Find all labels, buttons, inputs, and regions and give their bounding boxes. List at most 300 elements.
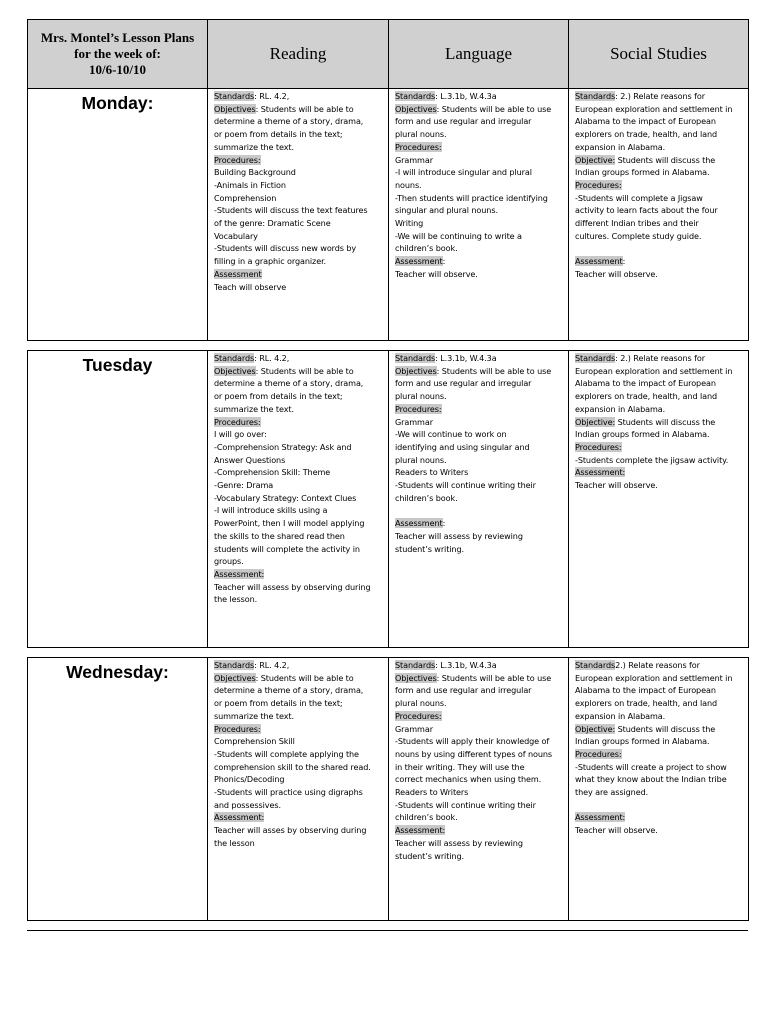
text-segment: -Students will create a project to show <box>575 761 727 772</box>
text-segment: Indian groups formed in Alabama. <box>575 167 710 178</box>
text-segment: and possessives. <box>214 799 281 810</box>
text-segment: Comprehension <box>214 192 277 203</box>
text-line <box>214 230 382 243</box>
text-line <box>214 242 382 255</box>
text-segment: cultures. Complete study guide. <box>575 230 702 241</box>
text-line <box>214 466 382 479</box>
text-segment: summarize the text. <box>214 141 294 152</box>
section-label: Objectives <box>214 103 256 114</box>
text-line <box>395 365 562 378</box>
section-label: Standards <box>214 660 255 670</box>
text-segment: Teacher will asses by observing during <box>214 825 367 836</box>
text-segment: explorers on trade, health, and land <box>575 129 718 140</box>
text-segment: Teacher will observe. <box>575 480 658 491</box>
text-line <box>214 217 382 230</box>
section-label: Objectives <box>214 365 256 376</box>
text-segment: -Comprehension Skill: Theme <box>214 467 331 478</box>
text-line <box>214 697 382 710</box>
section-label: Standards <box>214 353 255 363</box>
text-segment: Teacher will observe. <box>575 825 658 836</box>
text-segment: student’s writing. <box>395 850 464 861</box>
text-line <box>575 799 742 812</box>
text-segment: Readers to Writers <box>395 467 469 478</box>
section-label: Objectives <box>395 672 437 683</box>
reading-cell <box>208 89 389 341</box>
section-label: Objective: <box>575 416 616 427</box>
text-segment: summarize the text. <box>214 710 294 721</box>
text-line <box>575 748 742 761</box>
text-segment: the lesson <box>214 837 255 848</box>
text-line <box>214 672 382 685</box>
text-line <box>395 217 562 230</box>
text-segment: they are assigned. <box>575 787 649 798</box>
text-line <box>575 217 742 230</box>
section-label: Standards <box>395 91 436 101</box>
section-label: Assessment <box>575 256 623 267</box>
text-segment: Alabama to the impact of European <box>575 116 716 127</box>
text-segment: correct mechanics when using them. <box>395 774 542 785</box>
text-line <box>575 697 742 710</box>
text-segment: Teacher will assess by observing during <box>214 581 371 592</box>
text-segment: Teacher will assess by reviewing <box>395 530 523 541</box>
text-segment: -I will introduce singular and plural <box>395 167 532 178</box>
day-label: Wednesday: <box>28 658 208 921</box>
text-line <box>214 352 382 365</box>
text-line <box>214 365 382 378</box>
section-label: Standards <box>395 660 436 670</box>
section-label: Procedures: <box>395 710 442 721</box>
social-studies-cell <box>569 351 749 648</box>
social-studies-cell <box>569 658 749 921</box>
text-line <box>395 466 562 479</box>
text-segment: : Students will be able to <box>255 365 354 376</box>
text-segment: expansion in Alabama. <box>575 403 666 414</box>
text-line <box>575 166 742 179</box>
social-studies-cell <box>569 89 749 341</box>
section-label: Standards <box>575 660 616 670</box>
text-line <box>395 672 562 685</box>
text-line <box>214 761 382 774</box>
text-line <box>214 128 382 141</box>
text-segment: : 2.) Relate reasons for <box>615 353 705 363</box>
text-line <box>395 230 562 243</box>
text-line <box>214 504 382 517</box>
text-line <box>395 479 562 492</box>
text-line <box>395 735 562 748</box>
text-line <box>395 811 562 824</box>
text-segment: or poem from details in the text; <box>214 698 343 709</box>
text-line <box>395 710 562 723</box>
section-label: Procedures: <box>395 141 442 152</box>
section-label: Assessment: <box>214 812 265 823</box>
text-line <box>575 154 742 167</box>
text-line <box>575 179 742 192</box>
text-segment: expansion in Alabama. <box>575 141 666 152</box>
text-line <box>214 416 382 429</box>
text-line <box>214 799 382 812</box>
text-line <box>214 568 382 581</box>
text-segment: form and use regular and irregular <box>395 378 532 389</box>
text-segment: -Students complete the jigsaw activity. <box>575 454 729 465</box>
plan-title-cell <box>28 20 208 89</box>
text-segment: -Students will continue writing their <box>395 480 536 491</box>
text-line <box>575 454 742 467</box>
text-segment: activity to learn facts about the four <box>575 205 718 216</box>
text-line <box>395 90 562 103</box>
text-line <box>214 115 382 128</box>
text-line <box>214 479 382 492</box>
text-segment: : <box>442 256 446 267</box>
text-line <box>575 735 742 748</box>
text-line <box>214 786 382 799</box>
text-segment: Vocabulary <box>214 230 258 241</box>
text-line <box>214 773 382 786</box>
plan-week-label: for the week of: <box>74 46 161 61</box>
text-line <box>575 761 742 774</box>
text-segment: explorers on trade, health, and land <box>575 391 718 402</box>
text-segment: form and use regular and irregular <box>395 685 532 696</box>
text-line <box>214 166 382 179</box>
section-label: Procedures: <box>214 416 261 427</box>
section-label: Standards <box>214 91 255 101</box>
text-line <box>395 517 562 530</box>
text-line <box>395 748 562 761</box>
section-label: Objectives <box>214 672 256 683</box>
text-line <box>395 390 562 403</box>
text-line <box>214 204 382 217</box>
text-line <box>214 179 382 192</box>
section-label: Assessment: <box>395 825 446 836</box>
text-line <box>575 230 742 243</box>
text-line <box>575 115 742 128</box>
text-segment: explorers on trade, health, and land <box>575 698 718 709</box>
reading-cell <box>208 351 389 648</box>
text-line <box>214 268 382 281</box>
text-line <box>395 255 562 268</box>
text-line <box>575 659 742 672</box>
text-segment: -Students will complete applying the <box>214 748 359 759</box>
text-line <box>395 684 562 697</box>
text-segment: 2.) Relate reasons for <box>615 660 700 670</box>
text-segment: Teacher will observe. <box>575 268 658 279</box>
text-line <box>575 428 742 441</box>
text-line <box>214 255 382 268</box>
section-label: Objective: <box>575 723 616 734</box>
text-segment: -Genre: Drama <box>214 480 274 491</box>
section-label: Procedures: <box>214 723 261 734</box>
text-segment: : L.3.1b, W.4.3a <box>435 660 497 670</box>
text-line <box>575 466 742 479</box>
section-label: Objectives <box>395 365 437 376</box>
section-label: Objectives <box>395 103 437 114</box>
text-line <box>395 504 562 517</box>
text-segment: the lesson. <box>214 594 258 605</box>
section-label: Procedures: <box>575 179 622 190</box>
text-line <box>214 748 382 761</box>
section-label: Procedures: <box>575 441 622 452</box>
text-line <box>575 204 742 217</box>
text-line <box>214 390 382 403</box>
text-segment: student’s writing. <box>395 543 464 554</box>
text-line <box>395 416 562 429</box>
text-line <box>395 492 562 505</box>
section-label: Standards <box>575 353 616 363</box>
text-segment: : RL. 4.2, <box>254 91 290 101</box>
text-segment: Students will discuss the <box>615 154 716 165</box>
text-line <box>395 141 562 154</box>
text-line <box>214 192 382 205</box>
text-line <box>214 735 382 748</box>
text-line <box>395 166 562 179</box>
text-segment: the skills to the shared read then <box>214 530 345 541</box>
text-segment: what they know about the Indian tribe <box>575 774 727 785</box>
text-segment: : L.3.1b, W.4.3a <box>435 353 497 363</box>
section-label: Objective: <box>575 154 616 165</box>
text-segment: -Then students will practice identifying <box>395 192 548 203</box>
text-line <box>214 530 382 543</box>
text-line <box>395 850 562 863</box>
text-line <box>214 555 382 568</box>
text-segment: : Students will be able to use <box>436 672 552 683</box>
text-line <box>575 128 742 141</box>
text-line <box>214 543 382 556</box>
footer-rule <box>27 930 748 931</box>
text-segment: Indian groups formed in Alabama. <box>575 429 710 440</box>
text-line <box>395 454 562 467</box>
text-line <box>395 773 562 786</box>
text-segment: Grammar <box>395 416 433 427</box>
text-segment: Phonics/Decoding <box>214 774 285 785</box>
section-label: Assessment <box>395 518 443 529</box>
text-segment: -Students will discuss new words by <box>214 243 357 254</box>
text-line <box>214 811 382 824</box>
text-line <box>575 723 742 736</box>
text-segment: filling in a graphic organizer. <box>214 256 327 267</box>
section-label: Assessment: <box>575 467 626 478</box>
text-line <box>214 103 382 116</box>
text-line <box>395 824 562 837</box>
text-line <box>214 492 382 505</box>
text-segment: plural nouns. <box>395 129 447 140</box>
text-segment: : <box>442 518 446 529</box>
text-line <box>575 684 742 697</box>
text-segment: Teacher will assess by reviewing <box>395 837 523 848</box>
text-line <box>575 710 742 723</box>
text-segment: nouns. <box>395 179 422 190</box>
text-segment: : Students will be able to use <box>436 365 552 376</box>
text-line <box>214 593 382 606</box>
section-label: Procedures: <box>395 403 442 414</box>
language-cell <box>389 658 569 921</box>
text-line <box>575 824 742 837</box>
text-segment: identifying and using singular and <box>395 441 530 452</box>
text-segment: Teach will observe <box>214 281 287 292</box>
text-segment: Alabama to the impact of European <box>575 378 716 389</box>
text-segment: -I will introduce skills using a <box>214 505 328 516</box>
text-segment: -Students will complete a Jigsaw <box>575 192 703 203</box>
text-segment: plural nouns. <box>395 454 447 465</box>
text-line <box>575 479 742 492</box>
text-segment: -Comprehension Strategy: Ask and <box>214 441 352 452</box>
text-segment: or poem from details in the text; <box>214 391 343 402</box>
text-segment: -Students will practice using digraphs <box>214 787 363 798</box>
text-line <box>214 824 382 837</box>
language-cell <box>389 351 569 648</box>
text-line <box>395 441 562 454</box>
text-segment: : <box>622 256 626 267</box>
text-line <box>575 268 742 281</box>
text-line <box>214 659 382 672</box>
text-line <box>214 281 382 294</box>
text-line <box>395 128 562 141</box>
header-table <box>27 19 749 89</box>
day-table-tuesday <box>27 350 749 648</box>
text-segment: in their writing. They will use the <box>395 761 525 772</box>
text-segment: Comprehension Skill <box>214 736 295 747</box>
text-line <box>395 428 562 441</box>
text-segment: children’s book. <box>395 243 458 254</box>
day-label: Tuesday <box>28 351 208 648</box>
text-segment: Writing <box>395 218 424 229</box>
plan-title-line: Mrs. Montel’s Lesson Plans <box>40 30 195 45</box>
text-line <box>395 837 562 850</box>
text-segment: : RL. 4.2, <box>254 353 290 363</box>
text-segment: : L.3.1b, W.4.3a <box>435 91 497 101</box>
text-segment: Indian groups formed in Alabama. <box>575 736 710 747</box>
section-label: Procedures: <box>214 154 261 165</box>
text-segment: children’s book. <box>395 492 458 503</box>
section-label: Assessment: <box>214 568 265 579</box>
text-segment: form and use regular and irregular <box>395 116 532 127</box>
text-line <box>395 352 562 365</box>
text-segment: determine a theme of a story, drama, <box>214 378 364 389</box>
text-line <box>395 242 562 255</box>
text-segment: summarize the text. <box>214 403 294 414</box>
section-label: Assessment: <box>575 812 626 823</box>
text-segment: Students will discuss the <box>615 416 716 427</box>
text-line <box>395 761 562 774</box>
text-segment: Teacher will observe. <box>395 268 478 279</box>
text-segment: expansion in Alabama. <box>575 710 666 721</box>
section-label: Assessment <box>214 268 262 279</box>
text-line <box>214 517 382 530</box>
text-segment: : Students will be able to use <box>436 103 552 114</box>
text-line <box>214 90 382 103</box>
subject-reading-header: Reading <box>208 20 389 89</box>
text-segment: Alabama to the impact of European <box>575 685 716 696</box>
text-segment: determine a theme of a story, drama, <box>214 685 364 696</box>
text-line <box>575 242 742 255</box>
text-line <box>395 697 562 710</box>
text-segment: I will go over: <box>214 429 267 440</box>
text-segment: -Vocabulary Strategy: Context Clues <box>214 492 357 503</box>
text-line <box>214 684 382 697</box>
day-label: Monday: <box>28 89 208 341</box>
text-line <box>575 672 742 685</box>
language-cell <box>389 89 569 341</box>
text-line <box>575 255 742 268</box>
text-segment: nouns by using different types of nouns <box>395 748 553 759</box>
text-segment: singular and plural nouns. <box>395 205 498 216</box>
text-line <box>575 365 742 378</box>
text-segment: -Students will apply their knowledge of <box>395 736 550 747</box>
text-line <box>575 786 742 799</box>
text-segment: : RL. 4.2, <box>254 660 290 670</box>
text-line <box>214 723 382 736</box>
text-line <box>395 115 562 128</box>
text-line <box>395 786 562 799</box>
section-label: Standards <box>395 353 436 363</box>
text-line <box>575 377 742 390</box>
text-segment: Building Background <box>214 167 296 178</box>
subject-language-header: Language <box>389 20 569 89</box>
text-segment: or poem from details in the text; <box>214 129 343 140</box>
text-line <box>575 441 742 454</box>
subject-social-studies-header: Social Studies <box>569 20 749 89</box>
text-segment: plural nouns. <box>395 391 447 402</box>
text-segment: European exploration and settlement in <box>575 672 733 683</box>
text-line <box>575 773 742 786</box>
text-segment: European exploration and settlement in <box>575 103 733 114</box>
text-segment: -Students will continue writing their <box>395 799 536 810</box>
text-segment: of the genre: Dramatic Scene <box>214 218 331 229</box>
text-segment: PowerPoint, then I will model applying <box>214 518 365 529</box>
text-line <box>214 581 382 594</box>
text-line <box>214 403 382 416</box>
text-line <box>575 192 742 205</box>
text-line <box>214 441 382 454</box>
day-table-monday <box>27 88 749 341</box>
text-line <box>575 90 742 103</box>
text-line <box>395 204 562 217</box>
text-segment: -Animals in Fiction <box>214 179 286 190</box>
text-segment: European exploration and settlement in <box>575 365 733 376</box>
text-segment: Grammar <box>395 154 433 165</box>
text-line <box>395 659 562 672</box>
text-line <box>575 390 742 403</box>
text-segment: groups. <box>214 556 244 567</box>
text-line <box>395 543 562 556</box>
text-line <box>575 403 742 416</box>
text-segment: Students will discuss the <box>615 723 716 734</box>
text-line <box>395 530 562 543</box>
day-table-wednesday <box>27 657 749 921</box>
text-line <box>575 811 742 824</box>
text-line <box>395 268 562 281</box>
text-line <box>214 154 382 167</box>
text-line <box>214 377 382 390</box>
text-line <box>214 141 382 154</box>
text-line <box>214 428 382 441</box>
text-line <box>395 723 562 736</box>
text-segment: students will complete the activity in <box>214 543 360 554</box>
text-segment: -We will continue to work on <box>395 429 507 440</box>
reading-cell <box>208 658 389 921</box>
text-segment: Grammar <box>395 723 433 734</box>
text-line <box>214 454 382 467</box>
text-segment: comprehension skill to the shared read. <box>214 761 371 772</box>
text-segment: different Indian tribes and their <box>575 218 699 229</box>
text-segment: : Students will be able to <box>255 103 354 114</box>
text-line <box>395 154 562 167</box>
text-line <box>575 416 742 429</box>
text-segment: : Students will be able to <box>255 672 354 683</box>
text-segment: Readers to Writers <box>395 787 469 798</box>
text-segment: -Students will discuss the text features <box>214 205 368 216</box>
text-line <box>214 837 382 850</box>
text-line <box>395 377 562 390</box>
text-segment: children’s book. <box>395 812 458 823</box>
